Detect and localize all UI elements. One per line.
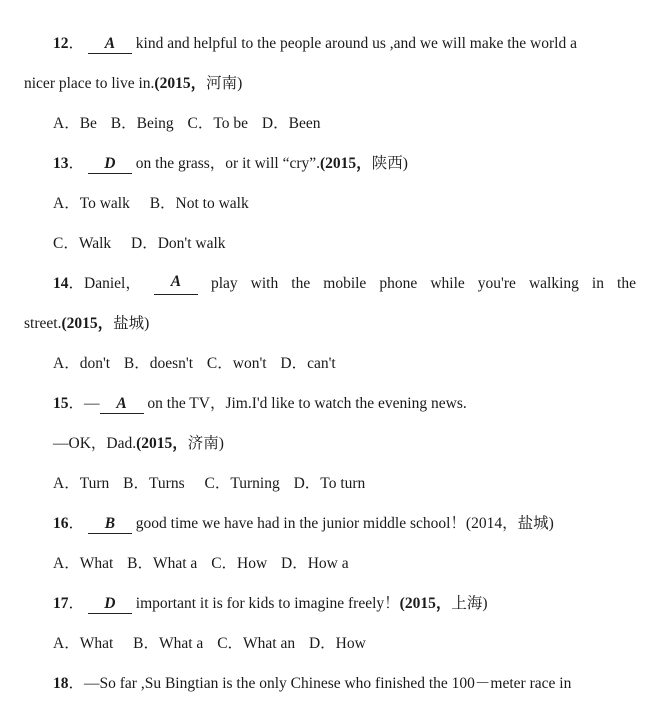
option-a[interactable]: A．What <box>53 555 114 572</box>
question-lead: Daniel， <box>84 275 141 292</box>
answer-blank: A <box>154 273 198 295</box>
question-12-stem: 12． A kind and helpful to the people around us ,and we will make the world a <box>53 35 577 52</box>
word: phone <box>379 275 418 292</box>
word: the <box>291 275 311 292</box>
answer-blank: B <box>88 515 132 534</box>
source-year: 2015 <box>404 595 436 612</box>
option-c[interactable]: C．won't <box>206 355 267 372</box>
question-text: kind and helpful to the people around us ,and we will make the world a <box>135 35 577 52</box>
word: with <box>250 275 279 292</box>
option-a[interactable]: A．don't <box>53 355 111 372</box>
word: while <box>430 275 465 292</box>
source-year: 2015 <box>325 155 357 172</box>
option-c[interactable]: C．Turning <box>204 475 280 492</box>
source-year: 2015 <box>141 435 173 452</box>
reply-text: —OK，Dad. <box>53 435 137 452</box>
option-a[interactable]: A．Be <box>53 115 97 132</box>
source-year: 2015 <box>66 315 98 332</box>
question-15-reply: —OK，Dad.(2015，济南) <box>53 435 224 452</box>
option-a[interactable]: A．To walk <box>53 195 130 212</box>
question-text: important it is for kids to imagine freely！ <box>135 595 400 612</box>
question-15-stem: 15．— A on the TV，Jim.I'd like to watch the evening news. <box>53 395 467 412</box>
question-14-stem-cont: street.(2015，盐城) <box>24 315 150 332</box>
question-14-options <box>53 353 346 375</box>
question-16-options <box>53 553 359 575</box>
question-18-stem: 18．—So far ,Su Bingtian is the only Chinese who finished the 100－meter race in <box>53 675 572 692</box>
question-text: on the TV，Jim.I'd like to watch the evening news. <box>147 395 467 412</box>
word: you're <box>477 275 516 292</box>
question-12-stem-cont: nicer place to live in.(2015，河南) <box>24 75 243 92</box>
option-d[interactable]: D．To turn <box>293 475 366 492</box>
option-b[interactable]: B．doesn't <box>123 355 194 372</box>
option-b[interactable]: B．What a <box>127 555 198 572</box>
question-text: on the grass，or it will “cry”. <box>135 155 320 172</box>
question-17-stem: 17． D important it is for kids to imagine freely！(2015，上海) <box>53 595 488 612</box>
question-number: 14 <box>53 275 69 292</box>
question-13-stem: 13． D on the grass，or it will “cry”.(2015，陕西) <box>53 155 408 172</box>
question-text: good time we have had in the junior middle school！(2014，盐城) <box>135 515 554 532</box>
question-number: 18 <box>53 675 69 692</box>
option-c[interactable]: C．What an <box>217 635 296 652</box>
option-c[interactable]: C．To be <box>187 115 249 132</box>
question-16-stem: 16． B good time we have had in the junior middle school！(2014，盐城) <box>53 515 554 532</box>
word: play <box>210 275 238 292</box>
question-text-cont: nicer place to live in. <box>24 75 155 92</box>
source-place: 河南 <box>206 75 238 92</box>
answer-blank: A <box>100 395 144 414</box>
source-place: 济南 <box>187 435 219 452</box>
question-14-stem: 14．Daniel， A play with the mobile phone while you're walking in the <box>53 273 636 295</box>
option-d[interactable]: D．How <box>308 635 366 652</box>
question-17-options <box>53 633 376 655</box>
question-13-options-2 <box>53 233 236 255</box>
question-number: 16 <box>53 515 69 532</box>
question-12-options <box>53 113 330 135</box>
word: in <box>591 275 604 292</box>
source-place: 陕西 <box>371 155 403 172</box>
answer-blank: D <box>88 155 132 174</box>
question-lead: — <box>84 395 100 412</box>
question-number: 15 <box>53 395 69 412</box>
option-b[interactable]: B．Being <box>110 115 174 132</box>
question-number: 17 <box>53 595 69 612</box>
source-place: 上海 <box>451 595 483 612</box>
question-15-options <box>53 473 375 495</box>
option-c[interactable]: C．Walk <box>53 235 112 252</box>
question-number: 13 <box>53 155 69 172</box>
option-b[interactable]: B．What a <box>133 635 204 652</box>
option-c[interactable]: C．How <box>211 555 268 572</box>
question-13-options-1 <box>53 193 259 215</box>
option-d[interactable]: D．can't <box>280 355 336 372</box>
question-text-cont: street. <box>24 315 62 332</box>
word: walking <box>528 275 579 292</box>
source-year: 2015 <box>159 75 191 92</box>
option-d[interactable]: D．Don't walk <box>131 235 226 252</box>
option-d[interactable]: D．How a <box>281 555 349 572</box>
option-d[interactable]: D．Been <box>261 115 321 132</box>
word: the <box>617 275 636 292</box>
answer-blank: D <box>88 595 132 614</box>
option-a[interactable]: A．Turn <box>53 475 110 492</box>
option-b[interactable]: B．Not to walk <box>149 195 249 212</box>
option-a[interactable]: A．What <box>53 635 114 652</box>
answer-blank: A <box>88 35 132 54</box>
option-b[interactable]: B．Turns <box>123 475 185 492</box>
word: mobile <box>323 275 367 292</box>
question-text: —So far ,Su Bingtian is the only Chinese who finished the 100－meter race in <box>84 675 572 692</box>
question-number: 12 <box>53 35 69 52</box>
source-place: 盐城 <box>113 315 145 332</box>
